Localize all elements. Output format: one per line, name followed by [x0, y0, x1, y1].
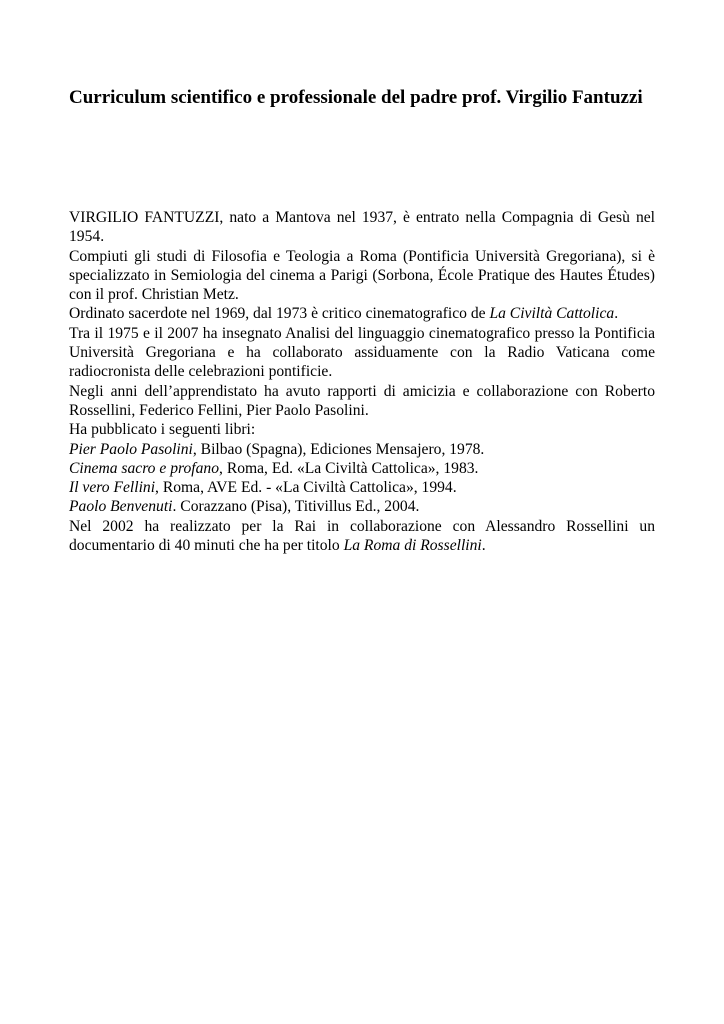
- book-details: , Bilbao (Spagna), Ediciones Mensajero, 1978.: [192, 440, 485, 458]
- book-title: Paolo Benvenuti: [69, 498, 173, 516]
- book-details: . Corazzano (Pisa), Titivillus Ed., 2004.: [172, 498, 420, 516]
- paragraph-apprenticeship: Negli anni dell’apprendistato ha avuto rapporti di amicizia e collaborazione con Roberto Rossellini, Federico Fellini, Pier Paolo Pasolini.: [69, 382, 655, 419]
- paragraph-teaching: Tra il 1975 e il 2007 ha insegnato Analisi del linguaggio cinematografico presso la Pontificia Università Gregoriana e ha collaborato assiduamente con la Radio Vaticana come radiocronista delle celebrazioni pontificie.: [69, 324, 655, 381]
- paragraph-ordination: [69, 304, 655, 323]
- book-title: Cinema sacro e profano: [69, 459, 220, 477]
- book-item: [69, 497, 655, 516]
- documentary-text: Nel 2002 ha realizzato per la Rai in collaborazione con Alessandro Rossellini un documentario di 40 minuti che ha per titolo: [69, 517, 655, 555]
- book-details: , Roma, Ed. «La Civiltà Cattolica», 1983.: [219, 459, 479, 477]
- book-title: Il vero Fellini: [69, 479, 156, 497]
- document-body: [69, 208, 655, 555]
- paragraph-studies: Compiuti gli studi di Filosofia e Teologia a Roma (Pontificia Università Gregoriana), si è specializzato in Semiologia del cinema a Parigi (Sorbona, École Pratique des Hautes Études) con il prof. Christian Metz.: [69, 247, 655, 304]
- paragraph-birth: VIRGILIO FANTUZZI, nato a Mantova nel 1937, è entrato nella Compagnia di Gesù nel 1954.: [69, 209, 655, 246]
- magazine-title: La Civiltà Cattolica: [489, 305, 615, 323]
- book-item: [69, 440, 655, 459]
- ordination-text: Ordinato sacerdote nel 1969, dal 1973 è critico cinematografico de: [69, 305, 490, 323]
- book-title: Pier Paolo Pasolini: [69, 440, 193, 458]
- book-item: [69, 459, 655, 478]
- paragraph-books-intro: Ha pubblicato i seguenti libri:: [69, 421, 256, 439]
- documentary-title: La Roma di Rossellini: [343, 537, 482, 555]
- book-item: [69, 478, 655, 497]
- ordination-end: .: [614, 305, 619, 323]
- document-title: Curriculum scientifico e professionale del padre prof. Virgilio Fantuzzi: [69, 87, 643, 108]
- book-details: , Roma, AVE Ed. - «La Civiltà Cattolica», 1994.: [155, 479, 457, 497]
- documentary-end: .: [481, 537, 486, 555]
- paragraph-documentary: [69, 517, 655, 556]
